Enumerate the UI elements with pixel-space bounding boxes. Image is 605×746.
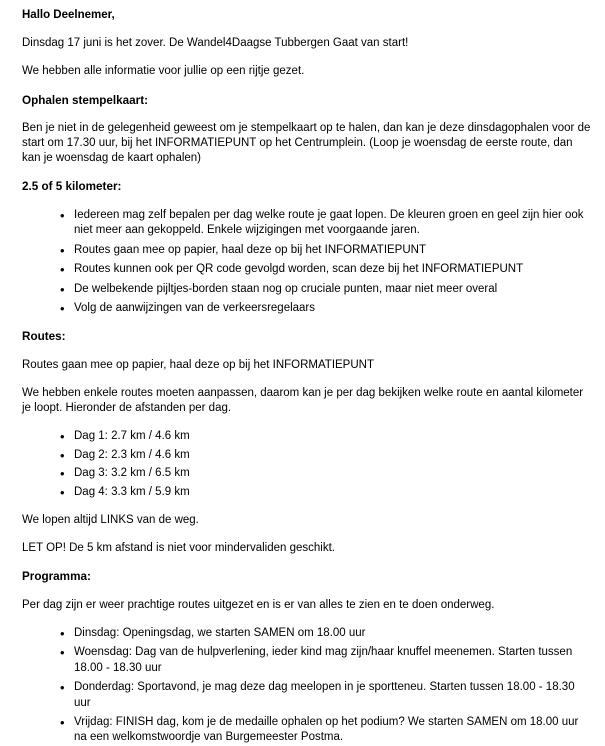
kilometer-bullet-list: [22, 208, 591, 316]
list-item: • Dag 4: 3.3 km / 5.9 km: [60, 485, 591, 500]
greeting: Hallo Deelnemer,: [22, 9, 115, 21]
section-heading-kilometer: 2.5 of 5 kilometer:: [22, 180, 122, 194]
list-item: • Donderdag: Sportavond, je mag deze dag meelopen in je sportteneu. Starten tussen 18.00 - 18.30 uur: [60, 680, 591, 711]
routes-paragraph-1: Routes gaan mee op papier, haal deze op bij het INFORMATIEPUNT: [22, 358, 374, 371]
section-paragraph-stempelkaart: Ben je niet in de gelegenheid geweest om je stempelkaart op te halen, dan kan je deze dinsdagophalen voor de start om 17.30 uur, bij het INFORMATIEPUNT op het Centrumplein. (Loop je woensdag de eerste route, dan kan je woensdag de kaart ophalen): [22, 121, 591, 165]
list-item: • Dag 3: 3.2 km / 6.5 km: [60, 466, 591, 481]
programma-paragraph: Per dag zijn er weer prachtige routes uitgezet en is er van alles te zien en te doen onderweg.: [22, 598, 495, 611]
list-item: • Routes gaan mee op papier, haal deze op bij het INFORMATIEPUNT: [60, 243, 591, 258]
section-heading-stempelkaart: Ophalen stempelkaart:: [22, 93, 149, 107]
intro-line-2: We hebben alle informatie voor jullie op een rijtje gezet.: [22, 65, 305, 78]
intro-line-1: Dinsdag 17 juni is het zover. De Wandel4Daagse Tubbergen Gaat van start!: [22, 37, 409, 50]
list-item: • Dag 2: 2.3 km / 4.6 km: [60, 448, 591, 463]
section-heading-routes: Routes:: [22, 330, 66, 344]
list-item: • Volg de aanwijzingen van de verkeersregelaars: [60, 301, 591, 316]
routes-note-letop: LET OP! De 5 km afstand is niet voor mindervaliden geschikt.: [22, 542, 335, 555]
list-item: • Vrijdag: FINISH dag, kom je de medaille ophalen op het podium? We starten SAMEN om 18.00 uur na een welkomstwoordje van Burgemeester Postma.: [60, 715, 591, 746]
routes-paragraph-2: We hebben enkele routes moeten aanpassen, daarom kan je per dag bekijken welke route en aantal kilometer je loopt. Hieronder de afstanden per dag.: [22, 386, 584, 415]
list-item: • Woensdag: Dag van de hulpverlening, ieder kind mag zijn/haar knuffel meenemen. Starten tussen 18.00 - 18.30 uur: [60, 645, 591, 676]
list-item: • Routes kunnen ook per QR code gevolgd worden, scan deze bij het INFORMATIEPUNT: [60, 262, 591, 277]
section-heading-programma: Programma:: [22, 570, 91, 584]
list-item: • Iedereen mag zelf bepalen per dag welke route je gaat lopen. De kleuren groen en geel zijn hier ook niet meer aan gekoppeld. Enkele wijzigingen met voorgaande jaren.: [60, 208, 591, 239]
routes-note-links: We lopen altijd LINKS van de weg.: [22, 513, 199, 526]
list-item: • Dinsdag: Openingsdag, we starten SAMEN om 18.00 uur: [60, 626, 591, 641]
list-item: • De welbekende pijltjes-borden staan nog op cruciale punten, maar niet meer overal: [60, 282, 591, 297]
routes-distance-list: [22, 429, 591, 500]
list-item: • Dag 1: 2.7 km / 4.6 km: [60, 429, 591, 444]
